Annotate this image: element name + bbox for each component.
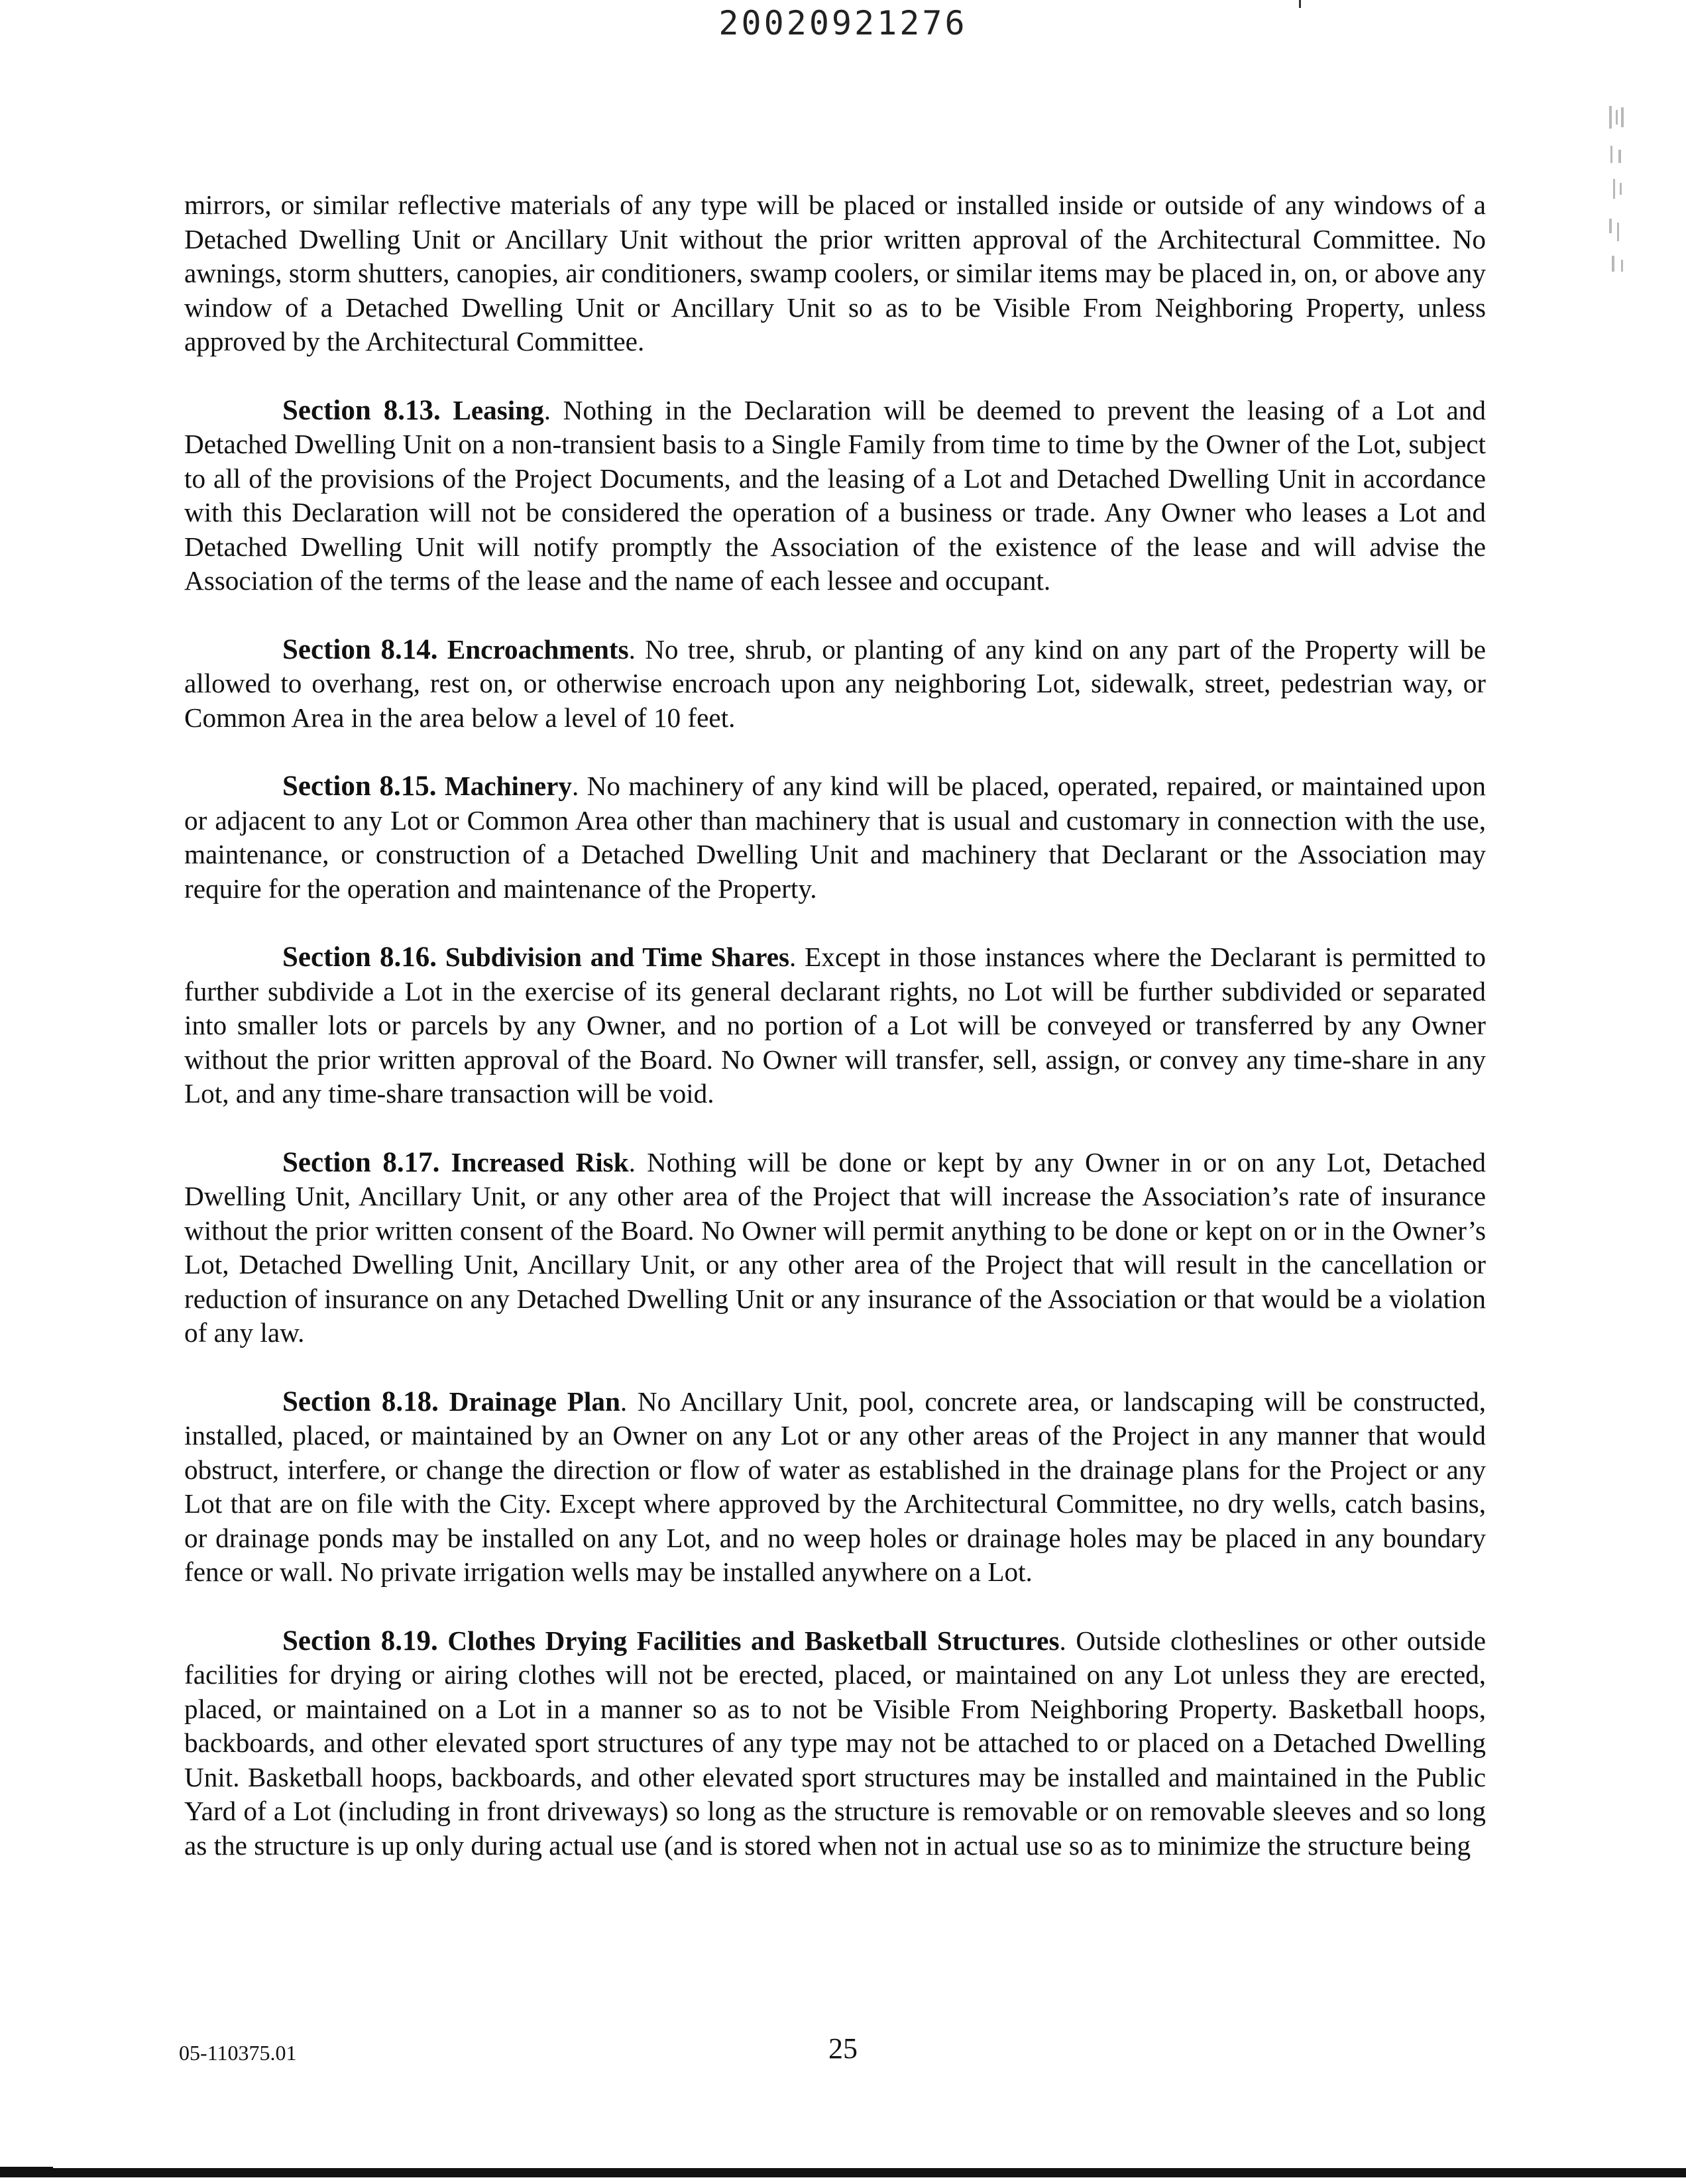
section-number: Section 8.13.	[282, 394, 441, 426]
paragraph-continuation	[184, 188, 1486, 359]
page-number: 25	[828, 2032, 858, 2065]
section-8-19	[184, 1624, 1486, 1863]
paragraph-text: . No tree, shrub, or planting of any kind on any part of the Property will be allowed to overhang, rest on, or otherwise encroach upon any neighboring Lot, sidewalk, street, pedestrian way, or Common Area in the area below a level of 10 feet.	[184, 633, 1486, 733]
document-body	[184, 188, 1486, 1897]
section-heading: Increased Risk	[451, 1146, 629, 1177]
section-8-16	[184, 940, 1486, 1111]
paragraph-text: . No machinery of any kind will be placed, operated, repaired, or maintained upon or adjacent to any Lot or Common Area other than machinery that is usual and customary in connection with the use, maintenance, or construction of a Detached Dwelling Unit and machinery that Declarant or the Association may require for the operation and maintenance of the Property.	[184, 771, 1486, 904]
section-heading: Drainage Plan	[449, 1386, 620, 1417]
section-number: Section 8.18.	[282, 1386, 439, 1417]
section-number: Section 8.16.	[282, 942, 437, 973]
section-number: Section 8.19.	[282, 1625, 438, 1657]
scan-mark	[1299, 0, 1301, 8]
section-heading: Clothes Drying Facilities and Basketball Structures	[447, 1625, 1060, 1656]
section-8-17	[184, 1146, 1486, 1350]
paragraph-text: . Except in those instances where the Declarant is permitted to further subdivide a Lot in the exercise of its general declarant rights, no Lot will be further subdivided or separated into smaller lots or parcels by any Owner, and no portion of a Lot will be conveyed or transferred by any Owner without the prior written approval of the Board. No Owner will transfer, sell, assign, or convey any time-share in any Lot, and any time-share transaction will be void.	[184, 942, 1486, 1109]
section-number: Section 8.14.	[282, 633, 438, 665]
document-number: 20020921276	[718, 4, 968, 42]
paragraph-text: . No Ancillary Unit, pool, concrete area, or landscaping will be constructed, installed, placed, or maintained by an Owner on any Lot or any other areas of the Project in any manner that would obstruct, interfere, or change the direction or flow of water as established in the drainage plans for the Project or any Lot that are on file with the City. Except where approved by the Architectural Committee, no dry wells, catch basins, or drainage ponds may be installed on any Lot, and no weep holes or drainage holes may be placed in any boundary fence or wall. No private irrigation wells may be installed anywhere on a Lot.	[184, 1386, 1486, 1587]
paragraph-text: . Nothing in the Declaration will be deemed to prevent the leasing of a Lot and Detached Dwelling Unit on a non-transient basis to a Single Family from time to time by the Owner of the Lot, subject to all of the provisions of the Project Documents, and the leasing of a Lot and Detached Dwelling Unit in accordance with this Declaration will not be considered the operation of a business or trade. Any Owner who leases a Lot and Detached Dwelling Unit will notify promptly the Association of the existence of the lease and will advise the Association of the terms of the lease and the name of each lessee and occupant.	[184, 394, 1486, 596]
section-number: Section 8.17.	[282, 1146, 440, 1178]
paragraph-text: mirrors, or similar reflective materials of any type will be placed or installed inside or outside of any windows of a Detached Dwelling Unit or Ancillary Unit without the prior written approval of the Architectural Committee. No awnings, storm shutters, canopies, air conditioners, swamp coolers, or similar items may be placed in, on, or above any window of a Detached Dwelling Unit or Ancillary Unit so as to be Visible From Neighboring Property, unless approved by the Architectural Committee.	[184, 190, 1486, 356]
bottom-rule	[0, 2168, 1686, 2177]
footer-document-id: 05-110375.01	[179, 2041, 297, 2065]
section-8-13	[184, 394, 1486, 598]
section-8-15	[184, 769, 1486, 906]
section-heading: Leasing	[453, 394, 544, 425]
paragraph-text: . Outside clotheslines or other outside facilities for drying or airing clothes will not be erected, placed, or maintained on any Lot unless they are erected, placed, or maintained on a Lot in a manner so as to not be Visible From Neighboring Property. Basketball hoops, backboards, and other elevated sport structures of any type may not be attached to or placed on a Detached Dwelling Unit. Basketball hoops, backboards, and other elevated sport structures may be installed and maintained in the Public Yard of a Lot (including in front driveways) so long as the structure is removable or on removable sleeves and so long as the structure is up only during actual use (and is stored when not in actual use so as to minimize the structure being	[184, 1625, 1486, 1861]
section-heading: Encroachments	[447, 633, 629, 665]
section-heading: Machinery	[444, 771, 572, 801]
paragraph-text: . Nothing will be done or kept by any Owner in or on any Lot, Detached Dwelling Unit, Ancillary Unit, or any other area of the Project that will increase the Association’s rate of insurance without the prior written consent of the Board. No Owner will permit anything to be done or kept on or in the Owner’s Lot, Detached Dwelling Unit, Ancillary Unit, or any other area of the Project that will result in the cancellation or reduction of insurance on any Detached Dwelling Unit or any insurance of the Association or that would be a violation of any law.	[184, 1146, 1486, 1348]
section-number: Section 8.15.	[282, 771, 437, 802]
side-stamp-mark	[1604, 106, 1630, 278]
section-heading: Subdivision and Time Shares	[445, 942, 790, 972]
section-8-18	[184, 1385, 1486, 1590]
section-8-14	[184, 633, 1486, 736]
